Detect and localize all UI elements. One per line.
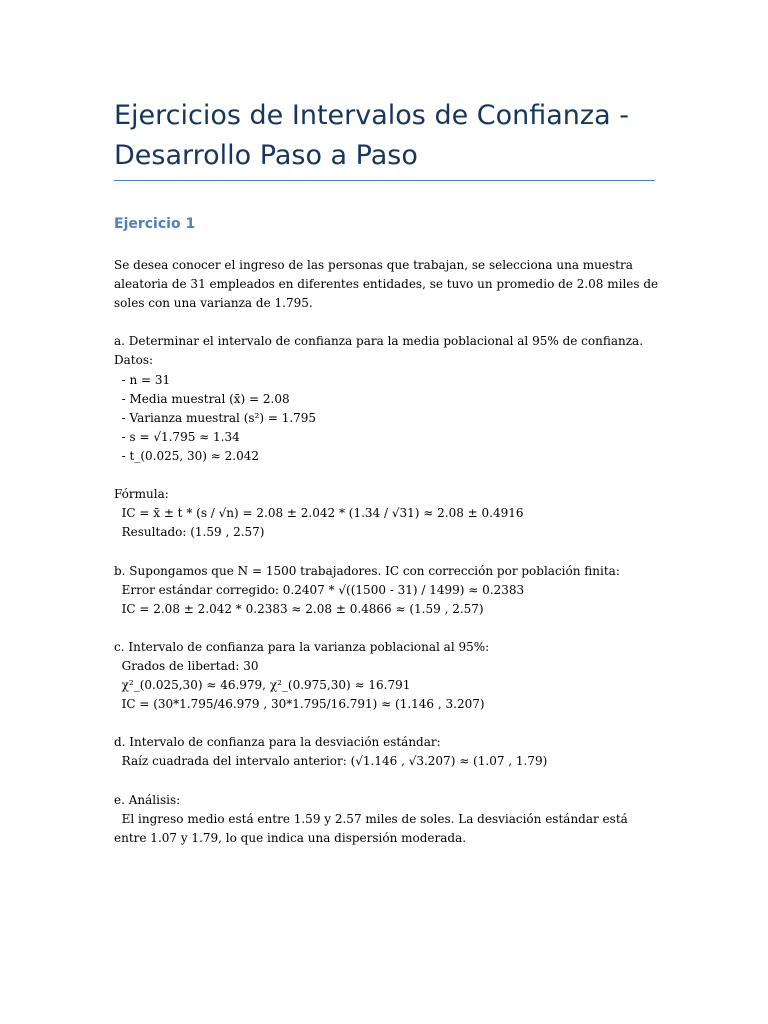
- formula-label: Fórmula:: [114, 487, 169, 502]
- part-a-question: a. Determinar el intervalo de confianza para la media poblacional al 95% de confianza.: [114, 334, 644, 349]
- blank-line: [114, 466, 659, 485]
- document-title: Ejercicios de Intervalos de Confianza - Desarrollo Paso a Paso: [114, 100, 629, 171]
- part-e-question: e. Análisis:: [114, 792, 181, 807]
- part-c-question: c. Intervalo de confianza para la varianza poblacional al 95%:: [114, 639, 490, 654]
- part-b-line: Error estándar corregido: 0.2407 * √((1500 - 31) / 1499) ≈ 0.2383: [114, 582, 525, 597]
- datos-item: - Varianza muestral (s²) = 1.795: [114, 410, 317, 425]
- part-b-line: IC = 2.08 ± 2.042 * 0.2383 ≈ 2.08 ± 0.4866 ≈ (1.59 , 2.57): [114, 601, 484, 616]
- part-d-question: d. Intervalo de confianza para la desviación estándar:: [114, 735, 441, 750]
- title-underline: [114, 180, 655, 181]
- datos-item: - s = √1.795 ≈ 1.34: [114, 429, 240, 444]
- analysis-paragraph: El ingreso medio está entre 1.59 y 2.57 miles de soles. La desviación estándar está entre 1.07 y 1.79, lo que indica una dispersión moderada.: [114, 811, 632, 845]
- document-body: [114, 256, 662, 848]
- blank-line: [114, 772, 659, 791]
- exercise-heading: Ejercicio 1: [114, 216, 196, 232]
- datos-item: - t_(0.025, 30) ≈ 2.042: [114, 448, 259, 463]
- part-c-line: χ²_(0.025,30) ≈ 46.979, χ²_(0.975,30) ≈ 16.791: [114, 678, 411, 693]
- blank-line: [114, 313, 659, 332]
- datos-label: Datos:: [114, 353, 154, 368]
- part-b-question: b. Supongamos que N = 1500 trabajadores. IC con corrección por población finita:: [114, 563, 620, 578]
- intro-paragraph: Se desea conocer el ingreso de las personas que trabajan, se selecciona una muestra aleatoria de 31 empleados en diferentes entidades, se tuvo un promedio de 2.08 miles de soles con una varianza de 1.795.: [114, 258, 662, 311]
- part-c-line: IC = (30*1.795/46.979 , 30*1.795/16.791) ≈ (1.146 , 3.207): [114, 697, 485, 712]
- part-d-line: Raíz cuadrada del intervalo anterior: (√1.146 , √3.207) ≈ (1.07 , 1.79): [114, 754, 548, 769]
- blank-line: [114, 542, 659, 561]
- blank-line: [114, 714, 659, 733]
- formula-line: IC = x̄ ± t * (s / √n) = 2.08 ± 2.042 * (1.34 / √31) ≈ 2.08 ± 0.4916: [114, 506, 524, 521]
- blank-line: [114, 619, 659, 638]
- datos-item: - n = 31: [114, 372, 171, 387]
- resultado-line: Resultado: (1.59 , 2.57): [114, 525, 265, 540]
- datos-item: - Media muestral (x̄) = 2.08: [114, 391, 290, 406]
- part-c-line: Grados de libertad: 30: [114, 658, 259, 673]
